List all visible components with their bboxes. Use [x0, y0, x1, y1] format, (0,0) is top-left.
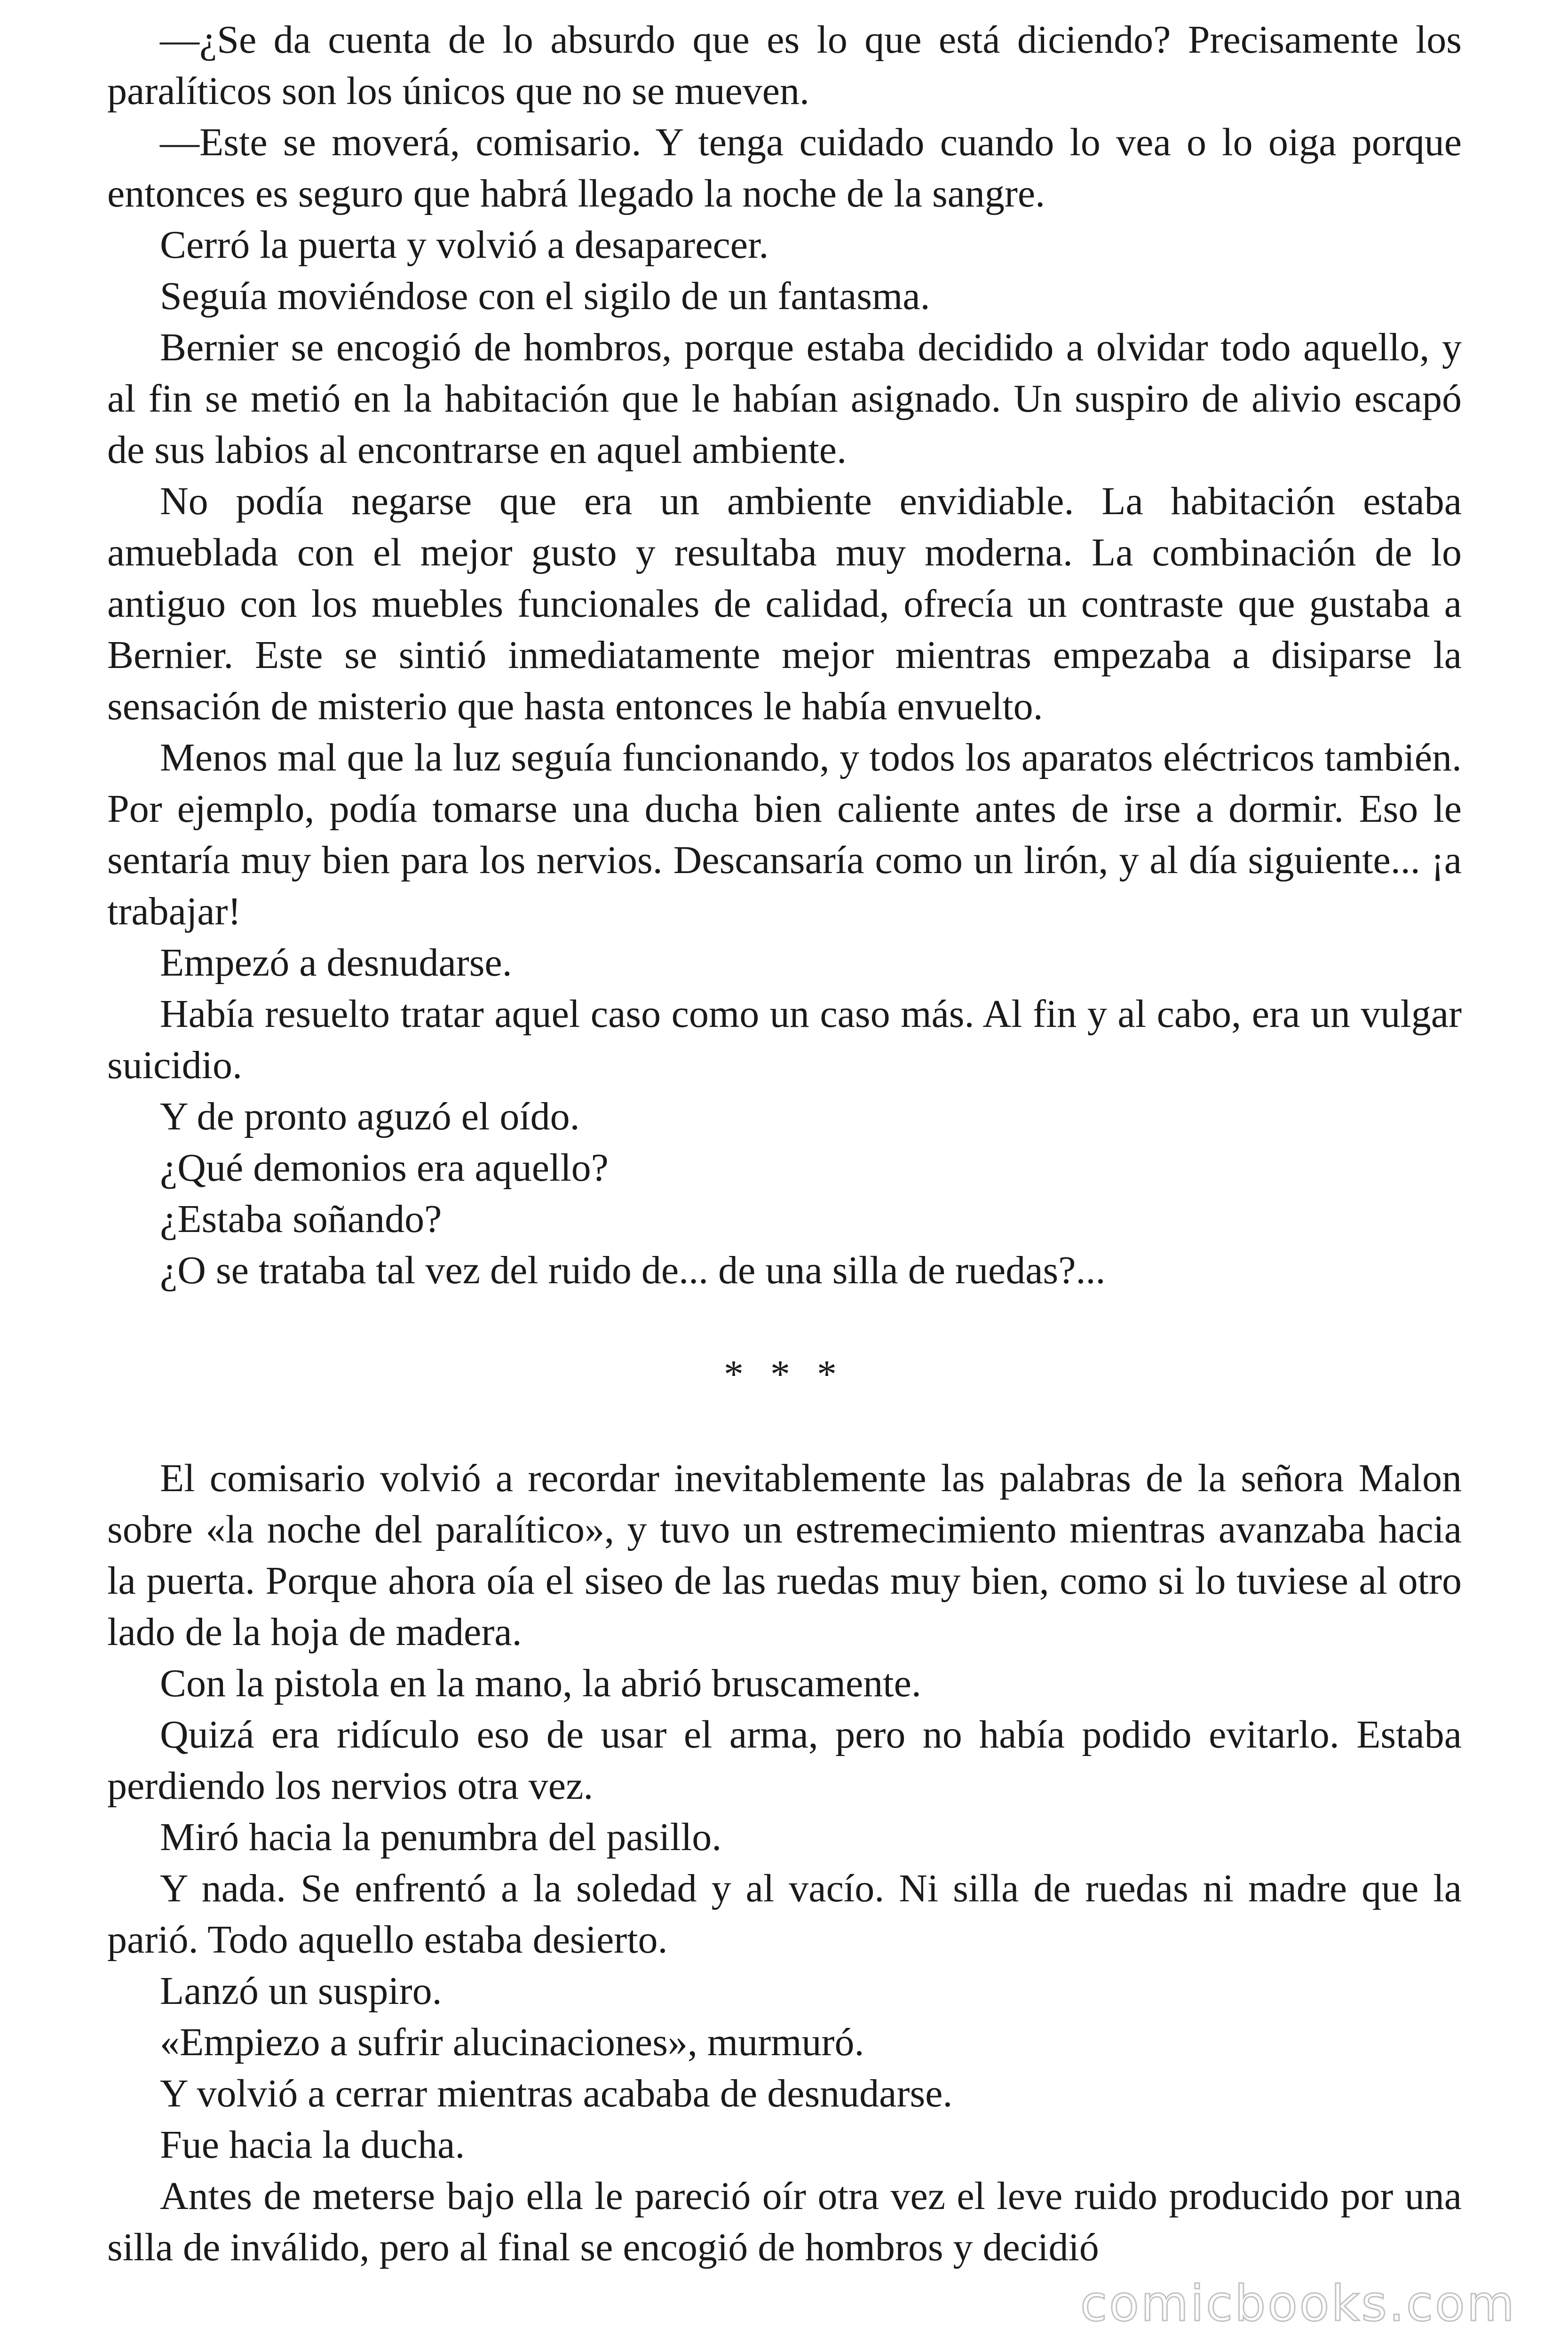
paragraph-9: Había resuelto tratar aquel caso como un caso más. Al fin y al cabo, era un vulgar suicidio.	[107, 992, 1462, 1087]
paragraph-2: —Este se moverá, comisario. Y tenga cuidado cuando lo vea o lo oiga porque entonces es seguro que habrá llegado la noche de la sangre.	[107, 120, 1462, 215]
paragraph-13: ¿O se trataba tal vez del ruido de... de una silla de ruedas?...	[160, 1248, 1106, 1292]
paragraph-4: Seguía moviéndose con el sigilo de un fantasma.	[160, 274, 930, 318]
paragraph-8: Empezó a desnudarse.	[160, 941, 512, 985]
paragraph-7: Menos mal que la luz seguía funcionando, y todos los aparatos eléctricos también. Por ejemplo, podía tomarse una ducha bien caliente antes de irse a dormir. Eso le sentaría muy bien para los nervios. Descansaría como un lirón, y al día siguiente... ¡a trabajar!	[107, 736, 1462, 933]
paragraph-1: —¿Se da cuenta de lo absurdo que es lo que está diciendo? Precisamente los paralíticos son los únicos que no se mueven.	[107, 18, 1462, 113]
paragraph-15: Con la pistola en la mano, la abrió bruscamente.	[160, 1661, 921, 1705]
scene-break-separator: * * *	[724, 1352, 845, 1396]
paragraph-23: Antes de meterse bajo ella le pareció oír otra vez el leve ruido producido por una silla de inválido, pero al final se encogió de hombros y decidió	[107, 2174, 1462, 2269]
paragraph-12: ¿Estaba soñando?	[160, 1197, 442, 1241]
paragraph-18: Y nada. Se enfrentó a la soledad y al vacío. Ni silla de ruedas ni madre que la parió. Todo aquello estaba desierto.	[107, 1867, 1462, 1962]
paragraph-16: Quizá era ridículo eso de usar el arma, pero no había podido evitarlo. Estaba perdiendo los nervios otra vez.	[107, 1713, 1462, 1808]
paragraph-6: No podía negarse que era un ambiente envidiable. La habitación estaba amueblada con el mejor gusto y resultaba muy moderna. La combinación de lo antiguo con los muebles funcionales de calidad, ofrecía un contraste que gustaba a Bernier. Este se sintió inmediatamente mejor mientras empezaba a disiparse la sensación de misterio que hasta entonces le había envuelto.	[107, 479, 1462, 728]
paragraph-22: Fue hacia la ducha.	[160, 2123, 465, 2167]
paragraph-21: Y volvió a cerrar mientras acababa de desnudarse.	[160, 2072, 953, 2115]
paragraph-3: Cerró la puerta y volvió a desaparecer.	[160, 223, 769, 267]
paragraph-5: Bernier se encogió de hombros, porque estaba decidido a olvidar todo aquello, y al fin se metió en la habitación que le habían asignado. Un suspiro de alivio escapó de sus labios al encontrarse en aquel ambiente.	[107, 326, 1462, 472]
paragraph-17: Miró hacia la penumbra del pasillo.	[160, 1815, 722, 1859]
paragraph-11: ¿Qué demonios era aquello?	[160, 1146, 609, 1190]
book-page-text	[107, 14, 1462, 2273]
paragraph-14: El comisario volvió a recordar inevitablemente las palabras de la señora Malon sobre «la noche del paralítico», y tuvo un estremecimiento mientras avanzaba hacia la puerta. Porque ahora oía el siseo de las ruedas muy bien, como si lo tuviese al otro lado de la hoja de madera.	[107, 1456, 1462, 1654]
paragraph-20: «Empiezo a sufrir alucinaciones», murmuró.	[160, 2020, 864, 2064]
paragraph-10: Y de pronto aguzó el oído.	[160, 1095, 580, 1138]
watermark-logo: comicbooks.com	[1080, 2275, 1516, 2332]
paragraph-19: Lanzó un suspiro.	[160, 1969, 442, 2013]
